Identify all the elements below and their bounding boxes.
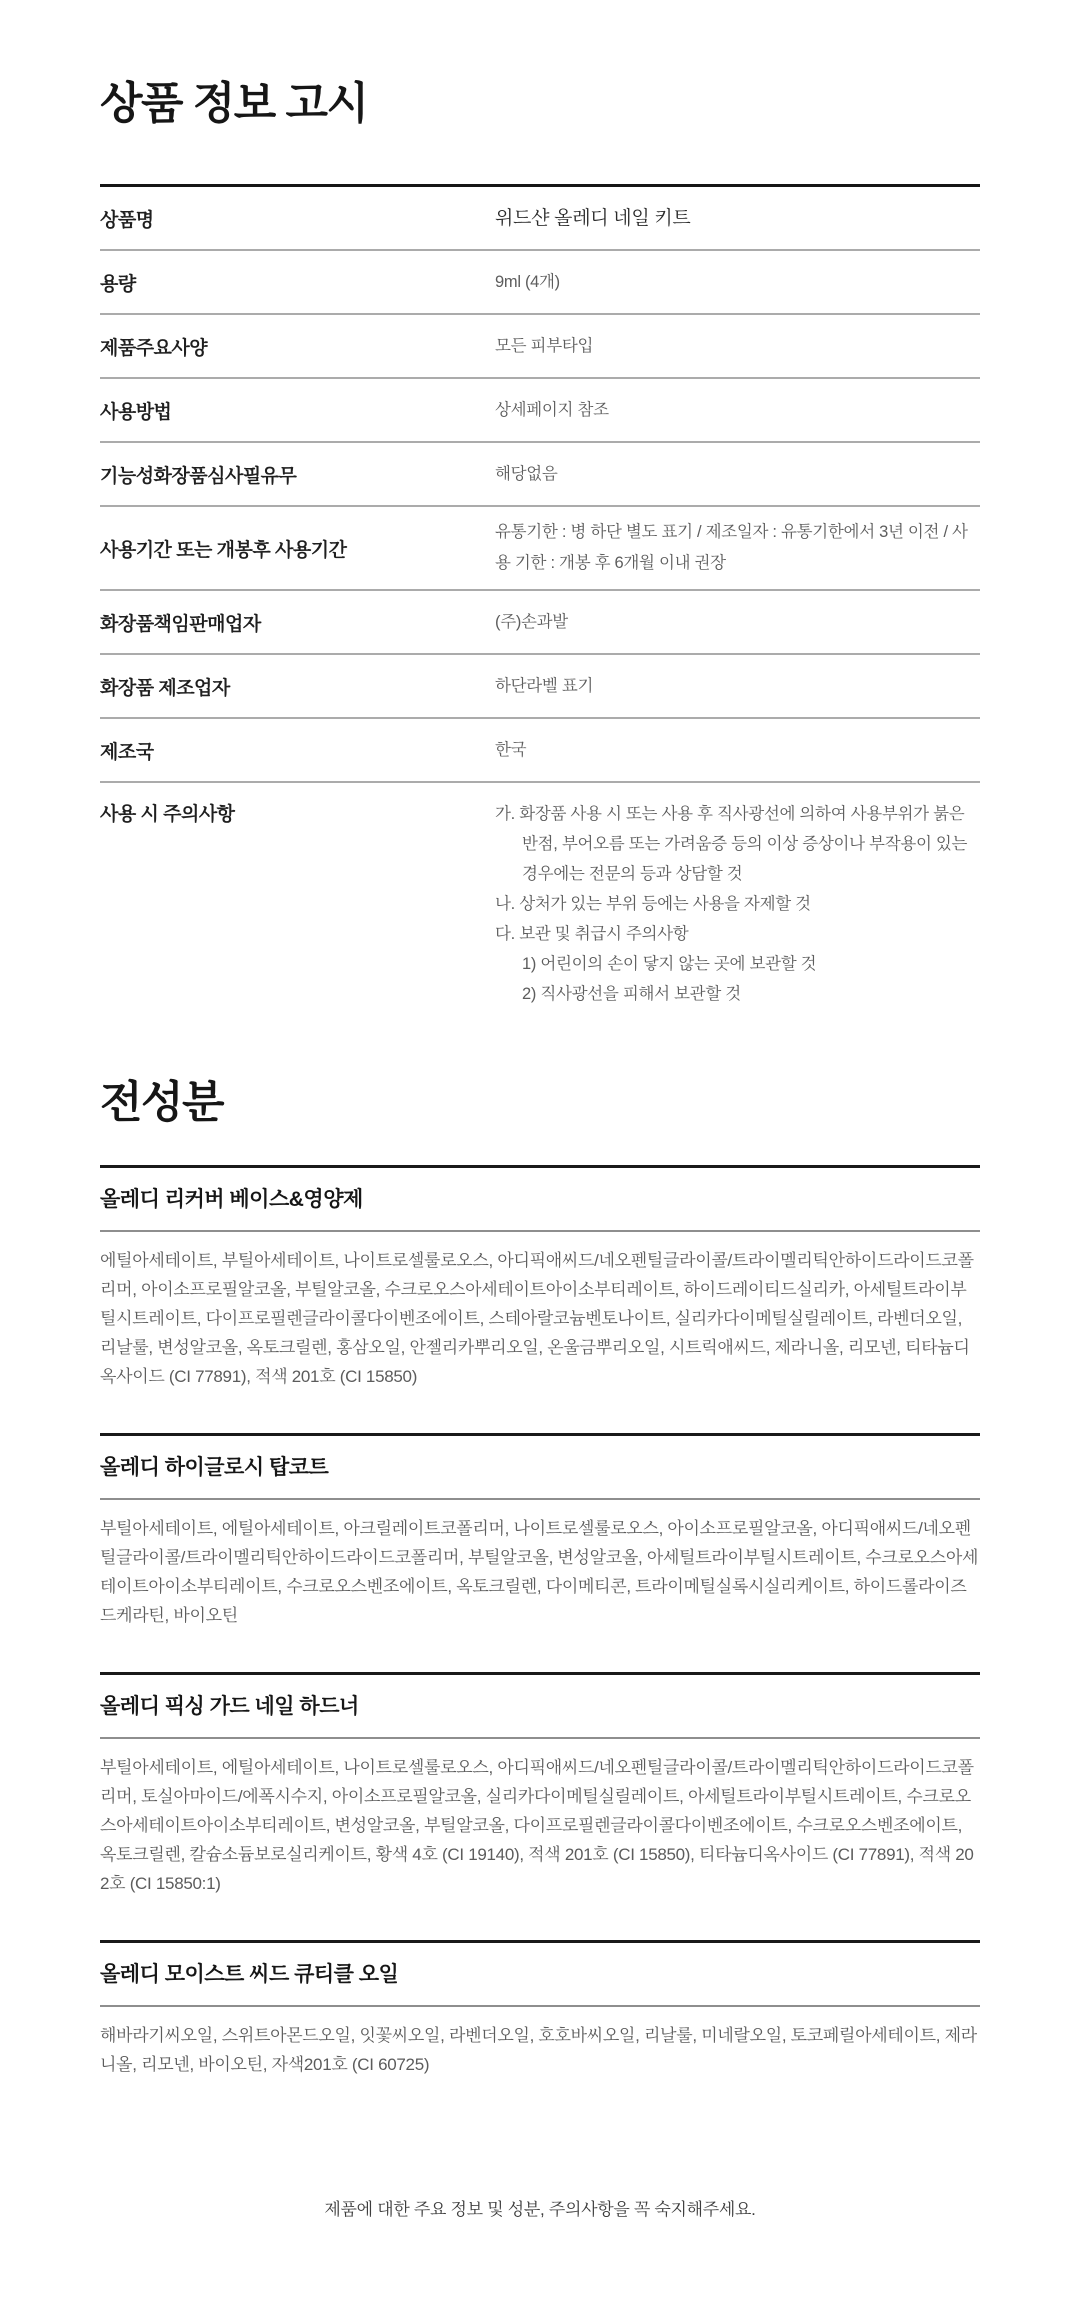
table-row xyxy=(100,443,980,507)
ingredient-section-title: 올레디 모이스트 씨드 큐티클 오일 xyxy=(100,1943,980,2007)
ingredient-list: 에틸아세테이트, 부틸아세테이트, 나이트로셀룰로오스, 아디픽애씨드/네오펜틸글라이콜/트라이멜리틱안하이드라이드코폴리머, 아이소프로필알코올, 부틸알코올, 수크로오스아세테이트아이소부티레이트, 하이드레이티드실리카, 아세틸트라이부틸시트레이트, 다이프로필렌글라이콜다이벤조에이트, 스테아랄코늄벤토나이트, 실리카다이메틸실릴레이트, 라벤더오일, 리날룰, 변성알코올, 옥토크릴렌, 홍삼오일, 안젤리카뿌리오일, 온울금뿌리오일, 시트릭애씨드, 제라니올, 리모넨, 티타늄디옥사이드 (CI 77891), 적색 201호 (CI 15850) xyxy=(100,1251,974,1386)
ingredient-section-title: 올레디 픽싱 가드 네일 하드너 xyxy=(100,1675,980,1739)
row-value: 위드샨 올레디 네일 키트 xyxy=(495,207,691,229)
page-title: 상품 정보 고시 xyxy=(100,79,368,128)
row-label: 사용방법 xyxy=(100,401,172,423)
table-row xyxy=(100,783,980,1027)
row-label: 사용 시 주의사항 xyxy=(100,804,235,825)
row-value: 유통기한 : 병 하단 별도 표기 / 제조일자 : 유통기한에서 3년 이전 / 사용 기한 : 개봉 후 6개월 이내 권장 xyxy=(495,523,968,572)
row-label: 기능성화장품심사필유무 xyxy=(100,465,297,487)
ingredient-list: 부틸아세테이트, 에틸아세테이트, 아크릴레이트코폴리머, 나이트로셀룰로오스, 아이소프로필알코올, 아디픽애씨드/네오펜틸글라이콜/트라이멜리틱안하이드라이드코폴리머, 부틸알코올, 변성알코올, 아세틸트라이부틸시트레이트, 수크로오스아세테이트아이소부티레이트, 수크로오스벤조에이트, 옥토크릴렌, 다이메티콘, 트라이메틸실록시실리케이트, 하이드롤라이즈드케라틴, 바이오틴 xyxy=(100,1519,979,1625)
ingredient-section xyxy=(100,1940,980,2085)
caution-line: 2) 직사광선을 피해서 보관할 것 xyxy=(522,985,741,1003)
table-row xyxy=(100,187,980,251)
row-value: 한국 xyxy=(495,740,527,759)
ingredient-section-title: 올레디 리커버 베이스&영양제 xyxy=(100,1168,980,1232)
row-value: 상세페이지 참조 xyxy=(495,400,609,419)
row-label: 화장품책임판매업자 xyxy=(100,613,261,635)
caution-line: 나. 상처가 있는 부위 등에는 사용을 자제할 것 xyxy=(495,895,811,913)
caution-line: 가. 화장품 사용 시 또는 사용 후 직사광선에 의하여 사용부위가 붉은 반점, 부어오름 또는 가려움증 등의 이상 증상이나 부작용이 있는 경우에는 전문의 등과 상담할 것 xyxy=(495,805,968,883)
row-label: 상품명 xyxy=(100,209,154,231)
ingredient-section-title: 올레디 하이글로시 탑코트 xyxy=(100,1436,980,1500)
row-value: 하단라벨 표기 xyxy=(495,676,594,695)
table-row xyxy=(100,655,980,719)
ingredient-section xyxy=(100,1165,980,1397)
row-label: 제조국 xyxy=(100,741,154,763)
row-value: 해당없음 xyxy=(495,464,558,483)
ingredient-list: 해바라기씨오일, 스위트아몬드오일, 잇꽃씨오일, 라벤더오일, 호호바씨오일, 리날룰, 미네랄오일, 토코페릴아세테이트, 제라니올, 리모넨, 바이오틴, 자색201호 (CI 60725) xyxy=(100,2026,977,2074)
table-row xyxy=(100,591,980,655)
table-row xyxy=(100,251,980,315)
product-info-table xyxy=(100,184,980,1027)
table-row xyxy=(100,507,980,591)
row-label: 사용기간 또는 개봉후 사용기간 xyxy=(100,539,347,561)
ingredient-list: 부틸아세테이트, 에틸아세테이트, 나이트로셀룰로오스, 아디픽애씨드/네오펜틸글라이콜/트라이멜리틱안하이드라이드코폴리머, 토실아마이드/에폭시수지, 아이소프로필알코올, 실리카다이메틸실릴레이트, 아세틸트라이부틸시트레이트, 수크로오스아세테이트아이소부티레이트, 변성알코올, 부틸알코올, 다이프로필렌글라이콜다이벤조에이트, 수크로오스벤조에이트, 옥토크릴렌, 칼슘소듐보로실리케이트, 황색 4호 (CI 19140), 적색 201호 (CI 15850), 티타늄디옥사이드 (CI 77891), 적색 202호 (CI 15850:1) xyxy=(100,1758,974,1893)
row-label: 제품주요사양 xyxy=(100,337,208,359)
table-row xyxy=(100,379,980,443)
table-row xyxy=(100,315,980,379)
row-label: 화장품 제조업자 xyxy=(100,677,230,699)
row-label: 용량 xyxy=(100,273,136,295)
ingredient-section xyxy=(100,1672,980,1904)
row-value xyxy=(495,799,980,1009)
table-row xyxy=(100,719,980,783)
ingredient-sections xyxy=(100,1165,980,2085)
footer-note: 제품에 대한 주요 정보 및 성분, 주의사항을 꼭 숙지해주세요. xyxy=(324,2200,756,2219)
caution-line: 다. 보관 및 취급시 주의사항 xyxy=(495,925,689,943)
row-value: (주)손과발 xyxy=(495,612,568,631)
row-value: 모든 피부타입 xyxy=(495,336,594,355)
ingredients-title: 전성분 xyxy=(100,1078,224,1127)
ingredient-section xyxy=(100,1433,980,1636)
caution-line: 1) 어린이의 손이 닿지 않는 곳에 보관할 것 xyxy=(522,955,817,973)
row-value: 9ml (4개) xyxy=(495,272,560,291)
